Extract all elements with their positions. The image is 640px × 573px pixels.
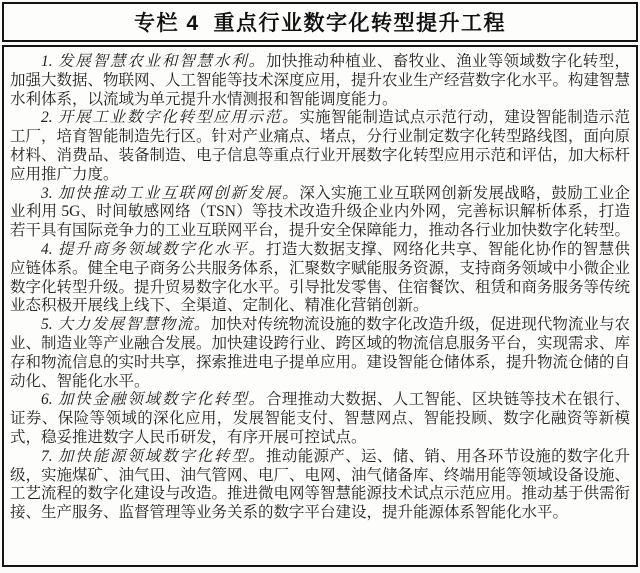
column-title-text: 重点行业数字化转型提升工程 bbox=[213, 12, 506, 35]
paragraph-5-lead: 大力发展智慧物流。 bbox=[57, 316, 211, 334]
page-title bbox=[134, 7, 506, 37]
column-label: 专栏 4 bbox=[133, 12, 200, 35]
document-body bbox=[2, 45, 638, 567]
paragraph-7-lead: 加快能源领域数字化转型。 bbox=[57, 447, 267, 465]
paragraph-4-lead: 提升商务领域数字化水平。 bbox=[57, 240, 267, 258]
paragraph-5 bbox=[10, 316, 630, 391]
paragraph-3-number: 3. bbox=[41, 184, 53, 202]
paragraph-1 bbox=[10, 53, 630, 109]
paragraph-3 bbox=[10, 185, 630, 241]
paragraph-1-number: 1. bbox=[41, 53, 53, 70]
paragraph-4 bbox=[10, 241, 630, 316]
paragraph-6-text: 合理推动大数据、人工智能、区块链等技术在银行、证券、保险等领域的深化应用，发展智能支付、智慧网点、智能投顾、数字化融资等新模式，稳妥推进数字人民币研发，有序开展可控试点。 bbox=[10, 391, 630, 446]
paragraph-3-text: 深入实施工业互联网创新发展战略，鼓励工业企业利用 5G、时间敏感网络（TSN）等技术改造升级企业内外网，完善标识解析体系，打造若干具有国际竞争力的工业互联网平台，提升安全保障能力，推动各行业加快数字化转型。 bbox=[10, 184, 631, 240]
paragraph-3-lead: 加快推动工业互联网创新发展。 bbox=[57, 184, 300, 202]
paragraph-6 bbox=[10, 391, 630, 447]
paragraph-1-text: 加快推动种植业、畜牧业、渔业等领域数字化转型，加强大数据、物联网、人工智能等技术深度应用，提升农业生产经营数字化水平。构建智慧水利体系，以流域为单元提升水情测报和智能调度能力。 bbox=[10, 53, 631, 108]
paragraph-5-text: 加快对传统物流设施的数字化改造升级，促进现代物流业与农业、制造业等产业融合发展。加快建设跨行业、跨区域的物流信息服务平台，实现需求、库存和物流信息的实时共享，探索推进电子提单应用。建设智能仓储体系，提升物流仓储的自动化、智能化水平。 bbox=[10, 316, 631, 390]
paragraph-2-lead: 开展工业数字化转型应用示范。 bbox=[57, 109, 300, 127]
paragraph-2 bbox=[10, 109, 630, 184]
paragraph-2-number: 2. bbox=[41, 109, 53, 127]
paragraph-5-number: 5. bbox=[41, 316, 53, 334]
paragraph-4-text: 打造大数据支撑、网络化共享、智能化协作的智慧供应链体系。健全电子商务公共服务体系，汇聚数字赋能服务资源，支持商务领域中小微企业数字化转型升级。提升贸易数字化水平。引导批发零售、住宿餐饮、租赁和商务服务等传统业态积极开展线上线下、全渠道、定制化、精准化营销创新。 bbox=[10, 240, 631, 315]
paragraph-7 bbox=[10, 448, 630, 523]
paragraph-7-text: 推动能源产、运、储、销、用各环节设施的数字化升级，实施煤矿、油气田、油气管网、电厂、电网、油气储备库、终端用能等领域设备设施、工艺流程的数字化建设与改造。推进微电网等智慧能源技术试点示范应用。推动基于供需衔接、生产服务、监督管理等业务关系的数字平台建设，提升能源体系智能化水平。 bbox=[10, 447, 631, 522]
paragraph-2-text: 实施智能制造试点示范行动，建设智能制造示范工厂，培育智能制造先行区。针对产业痛点、堵点，分行业制定数字化转型路线图，面向原材料、消费品、装备制造、电子信息等重点行业开展数字化转型应用示范和评估，加大标杆应用推广力度。 bbox=[10, 109, 631, 183]
paragraph-6-number: 6. bbox=[41, 391, 53, 409]
paragraph-1-lead: 发展智慧农业和智慧水利。 bbox=[57, 53, 267, 70]
column-title-box bbox=[2, 2, 638, 42]
paragraph-4-number: 4. bbox=[41, 240, 53, 258]
paragraph-7-number: 7. bbox=[41, 447, 53, 465]
paragraph-6-lead: 加快金融领域数字化转型。 bbox=[57, 391, 267, 409]
